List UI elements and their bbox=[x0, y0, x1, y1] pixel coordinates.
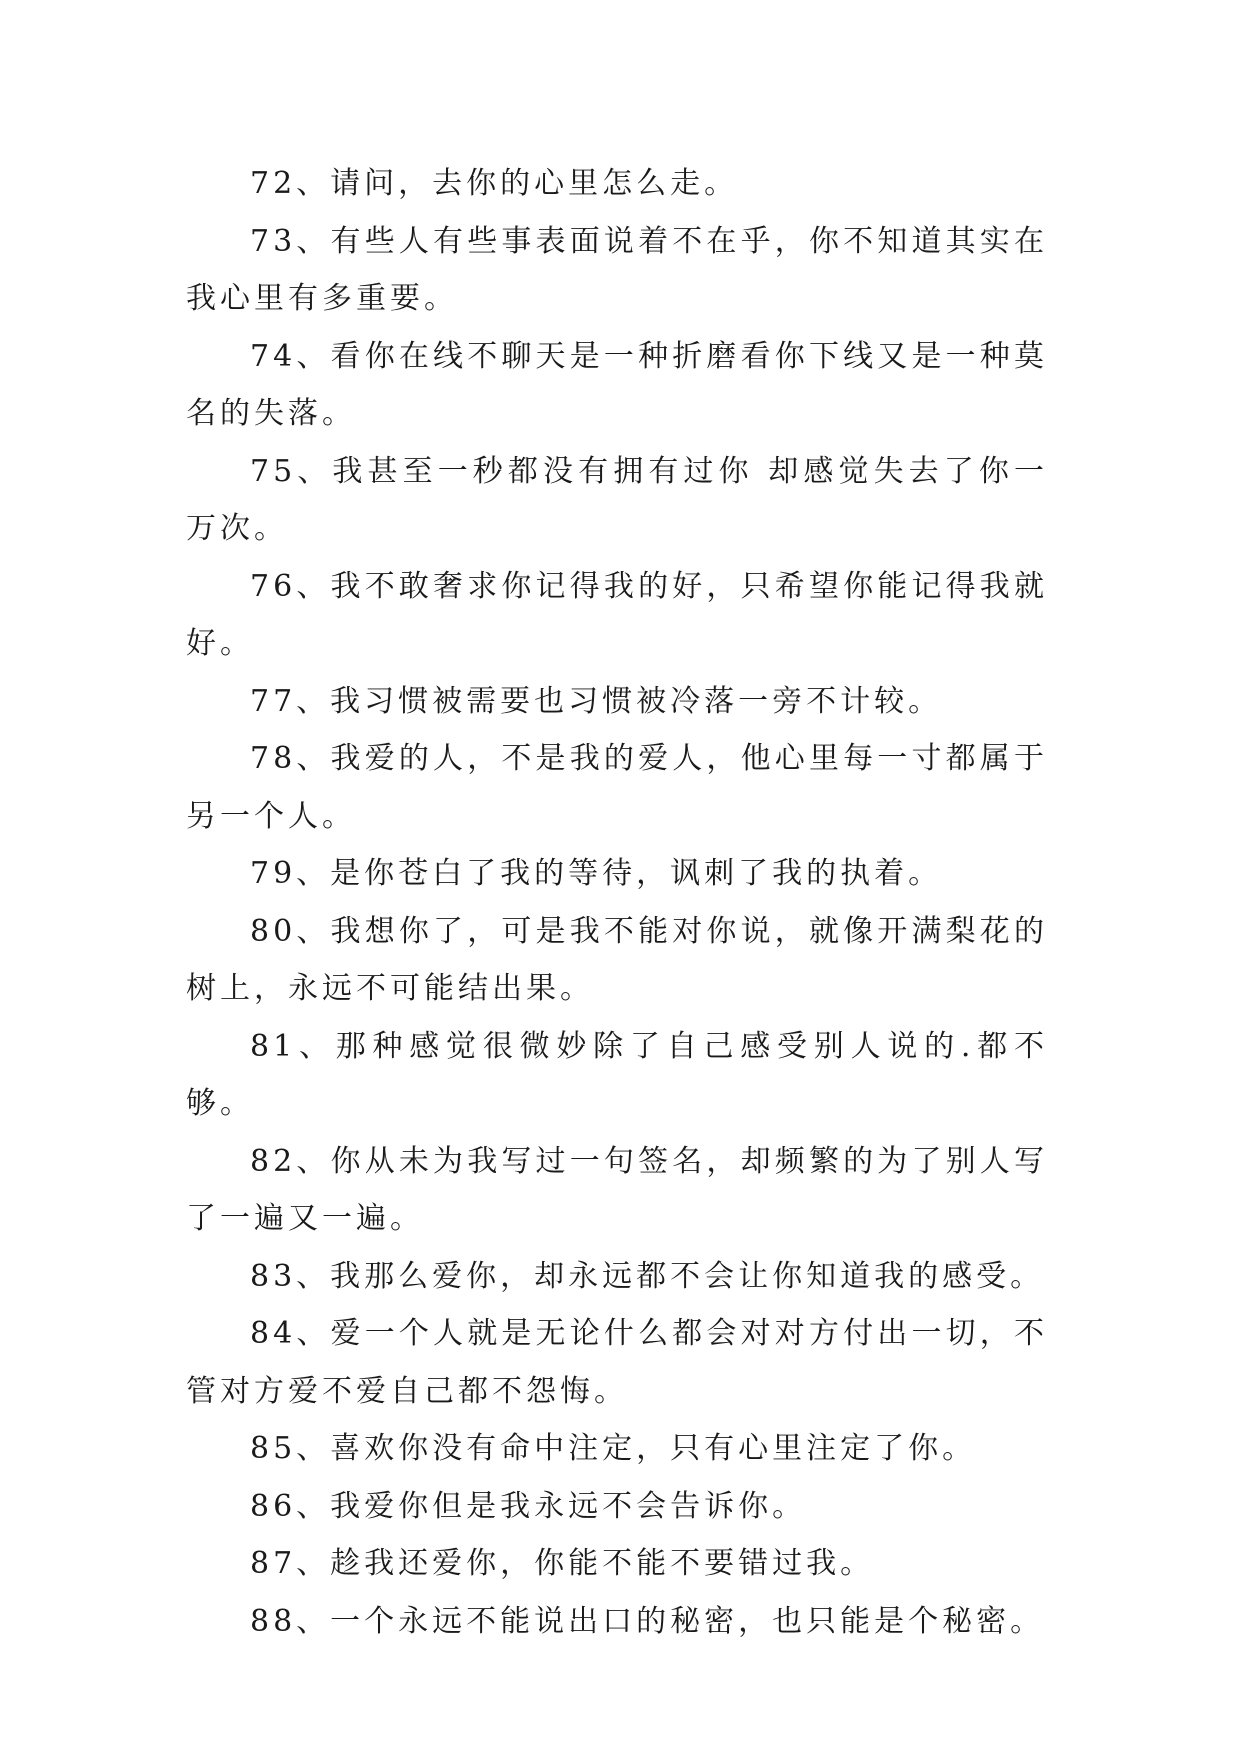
paragraph-76: 76、我不敢奢求你记得我的好，只希望你能记得我就好。 bbox=[186, 568, 1048, 661]
document-body bbox=[186, 155, 1048, 1650]
paragraph-80: 80、我想你了，可是我不能对你说，就像开满梨花的树上，永远不可能结出果。 bbox=[186, 913, 1048, 1006]
paragraph-81: 81、那种感觉很微妙除了自己感受别人说的.都不够。 bbox=[186, 1028, 1048, 1121]
paragraph-75: 75、我甚至一秒都没有拥有过你 却感觉失去了你一万次。 bbox=[186, 453, 1048, 546]
paragraph-82: 82、你从未为我写过一句签名，却频繁的为了别人写了一遍又一遍。 bbox=[186, 1143, 1048, 1236]
paragraph-88: 88、一个永远不能说出口的秘密，也只能是个秘密。 bbox=[250, 1603, 1045, 1639]
paragraph-87: 87、趁我还爱你，你能不能不要错过我。 bbox=[250, 1546, 875, 1581]
paragraph-84: 84、爱一个人就是无论什么都会对对方付出一切，不管对方爱不爱自己都不怨悔。 bbox=[186, 1316, 1048, 1409]
paragraph-78: 78、我爱的人，不是我的爱人，他心里每一寸都属于另一个人。 bbox=[186, 741, 1048, 834]
paragraph-73: 73、有些人有些事表面说着不在乎，你不知道其实在我心里有多重要。 bbox=[186, 223, 1048, 316]
paragraph-86: 86、我爱你但是我永远不会告诉你。 bbox=[250, 1488, 807, 1524]
paragraph-83: 83、我那么爱你，却永远都不会让你知道我的感受。 bbox=[250, 1258, 1045, 1294]
paragraph-74: 74、看你在线不聊天是一种折磨看你下线又是一种莫名的失落。 bbox=[186, 338, 1048, 431]
paragraph-79: 79、是你苍白了我的等待，讽刺了我的执着。 bbox=[250, 856, 943, 891]
paragraph-77: 77、我习惯被需要也习惯被冷落一旁不计较。 bbox=[250, 683, 943, 719]
paragraph-85: 85、喜欢你没有命中注定，只有心里注定了你。 bbox=[250, 1431, 977, 1466]
paragraph-72: 72、请问，去你的心里怎么走。 bbox=[250, 166, 739, 201]
